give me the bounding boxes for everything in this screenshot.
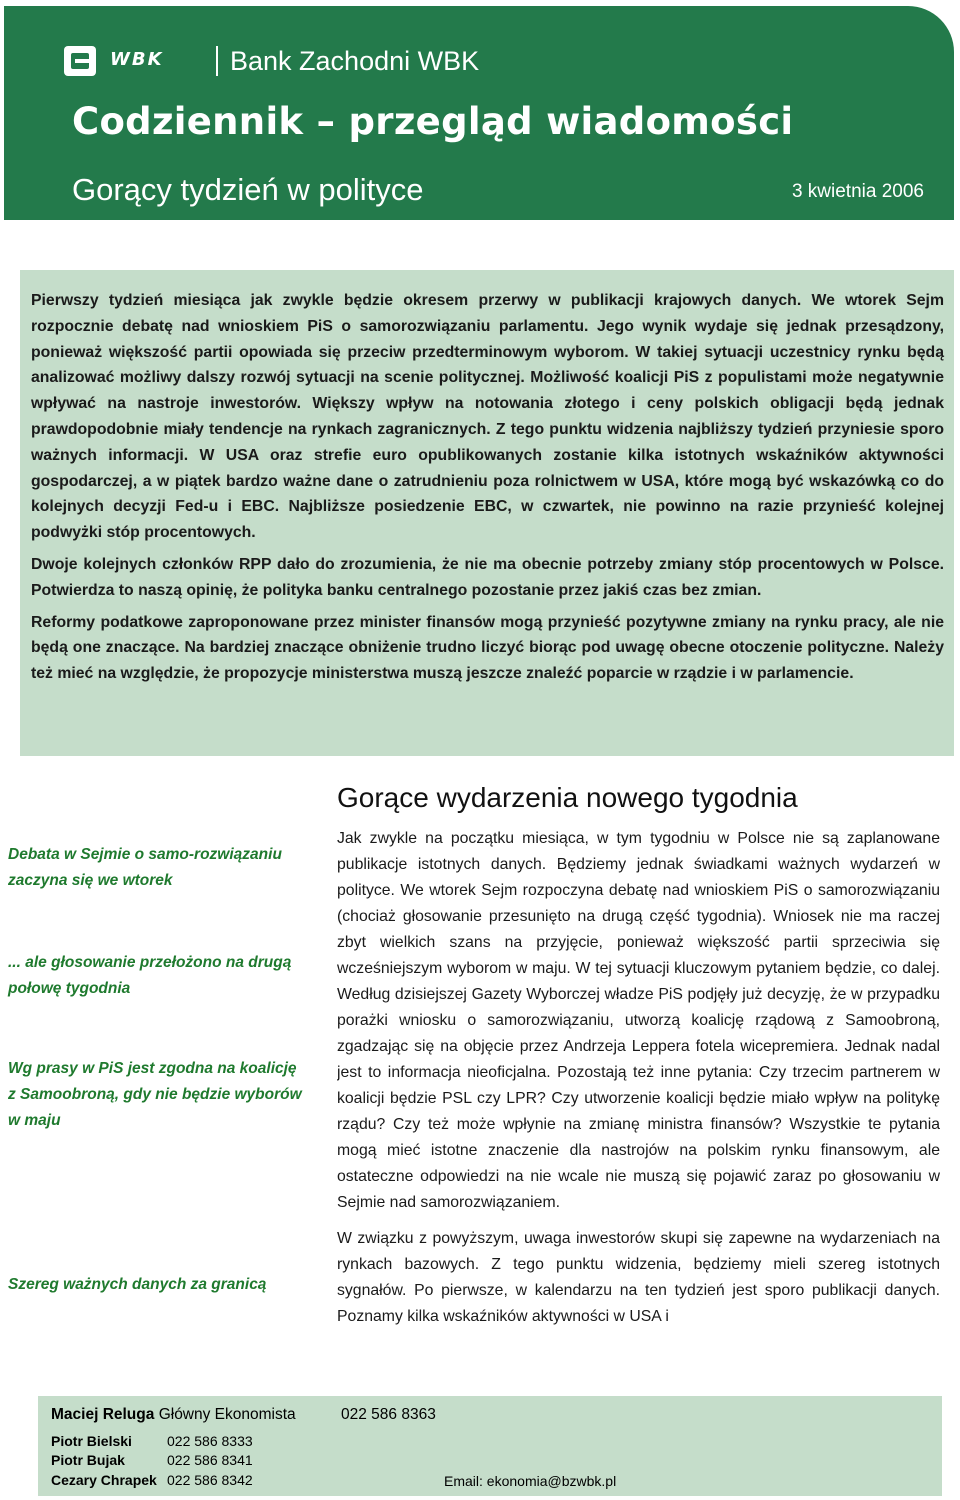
email-link[interactable]: ekonomia@bzwbk.pl (486, 1473, 617, 1489)
bank-name: Bank Zachodni WBK (230, 46, 480, 76)
sidebar-note: ... ale głosowanie przełożono na drugą połowę tygodnia (8, 954, 292, 997)
contact-row (51, 1471, 253, 1489)
contact-phone: 022 586 8342 (167, 1472, 253, 1488)
report-title: Codziennik – przegląd wiadomości (72, 100, 794, 143)
contact-email (444, 1472, 616, 1490)
sidebar-note: Wg prasy w PiS jest zgodna na koalicję z Samoobroną, gdy nie będzie wyborów w maju (8, 1060, 302, 1129)
contact-row (51, 1432, 253, 1450)
contact-name: Piotr Bielski (51, 1433, 132, 1449)
section-heading: Gorące wydarzenia nowego tygodnia (337, 782, 798, 813)
contact-row (51, 1451, 253, 1469)
report-date: 3 kwietnia 2006 (791, 181, 924, 202)
wbk-wordmark: WBK (110, 49, 164, 70)
contact-footer (38, 1396, 942, 1496)
summary-paragraph: Dwoje kolejnych członków RPP dało do zrozumienia, że nie ma obecnie potrzeby zmiany stóp procentowych w Polsce. Potwierdza to naszą opinię, że polityka banku centralnego pozostanie przez jakiś czas bez zmian. (31, 555, 944, 599)
chief-economist (51, 1404, 296, 1426)
sidebar-note: Debata w Sejmie o samo-rozwiązaniu zaczyna się we wtorek (8, 846, 282, 889)
article-paragraph: W związku z powyższym, uwaga inwestorów skupi się zapewne na wydarzeniach na rynkach bazowych. Z tego punktu widzenia, będziemy mieli szereg istotnych sygnałów. Po pierwsze, w kalendarzu na ten tydzień jest sporo publikacji danych. Poznamy kilka wskaźników aktywności w USA i (337, 1230, 940, 1325)
chief-role: Główny Ekonomista (158, 1406, 296, 1423)
article-paragraph: Jak zwykle na początku miesiąca, w tym tygodniu w Polsce nie są zaplanowane publikacje istotnych danych. Będziemy jednak świadkami ważnych wydarzeń w polityce. We wtorek Sejm rozpoczyna debatę nad wnioskiem PiS o samorozwiązaniu (chociaż głosowanie przesunięto na drugą część tygodnia). Wniosek nie ma raczej zbyt wielkich szans na przyjęcie, ponieważ większość partii sprzeciwia się wcześniejszym wyborom w maju. W tej sytuacji kluczowym pytaniem będzie, co dalej. Według dzisiejszej Gazety Wyborczej władze PiS podjęły już decyzję, że w przypadku porażki wniosku o samorozwiązaniu, utworzą koalicję rządową z Samoobroną, zgadzając się na objęcie przez Andrzeja Leppera fotela wicepremiera. Jednak nadal jest to informacja nieoficjalna. Pozostają też inne pytania: Czy trzecim partnerem w koalicji będzie PSL czy LPR? Czy utworzenie koalicji będzie miało wpływ na politykę rządu? Czy też może wpłynie na zmianę ministra finansów? Wszystkie te pytania mogą mieć istotne znaczenie dla nastrojów na polskim rynku finansowym, ale ostateczne odpowiedzi na nie wcale nie muszą się pojawić zaraz po głosowaniu w Sejmie nad samorozwiązaniem. (337, 830, 940, 1211)
email-label: Email: (444, 1473, 483, 1489)
bank-logo-icon (64, 46, 96, 76)
contact-name: Cezary Chrapek (51, 1472, 157, 1488)
chief-phone: 022 586 8363 (341, 1406, 436, 1423)
chief-name: Maciej Reluga (51, 1406, 155, 1423)
summary-paragraph: Pierwszy tydzień miesiąca jak zwykle będzie okresem przerwy w publikacji krajowych danych. We wtorek Sejm rozpocznie debatę nad wnioskiem PiS o samorozwiązaniu parlamentu. Jego wynik wydaje się jednak przesądzony, ponieważ większość partii opowiada się przeciw przedterminowym wyborom. W takiej sytuacji uczestnicy rynku będą analizować możliwy dalszy rozwój sytuacji na scenie politycznej. Możliwość koalicji PiS z populistami może negatywnie wpływać na nastroje inwestorów. Większy wpływ na notowania złotego i ceny polskich obligacji będą jednak prawdopodobnie miały tendencje na rynkach zagranicznych. Z tego punktu widzenia najbliższy tydzień przyniesie sporo ważnych informacji. W USA oraz strefie euro opublikowanych zostanie kilka istotnych wskaźników aktywności gospodarczej, a w piątek bardzo ważne dane o zatrudnieniu poza rolnictwem w USA, które mogą być wskazówką co do kolejnych decyzji Fed-u i EBC. Najbliższe posiedzenie EBC, w czwartek, nie powinno na razie przynieść kolejnej podwyżki stóp procentowych. (31, 292, 944, 542)
report-subtitle: Gorący tydzień w polityce (72, 172, 424, 207)
contact-phone: 022 586 8333 (167, 1433, 253, 1449)
sidebar-note: Szereg ważnych danych za granicą (8, 1276, 267, 1293)
summary-paragraph: Reformy podatkowe zaproponowane przez minister finansów mogą przynieść pozytywne zmiany na rynku pracy, ale nie będą one znaczące. Na bardziej znaczące obniżenie trudno liczyć biorąc pod uwagę obecne otoczenie polityczne. Należy też mieć na względzie, że propozycje ministerstwa muszą jeszcze znaleźć poparcie w rządzie i w parlamencie. (31, 613, 944, 683)
contact-name: Piotr Bujak (51, 1452, 125, 1468)
report-header (4, 6, 954, 220)
logo-divider (216, 46, 218, 76)
article-body (337, 826, 940, 1358)
contact-phone: 022 586 8341 (167, 1452, 253, 1468)
summary-box (20, 270, 954, 756)
